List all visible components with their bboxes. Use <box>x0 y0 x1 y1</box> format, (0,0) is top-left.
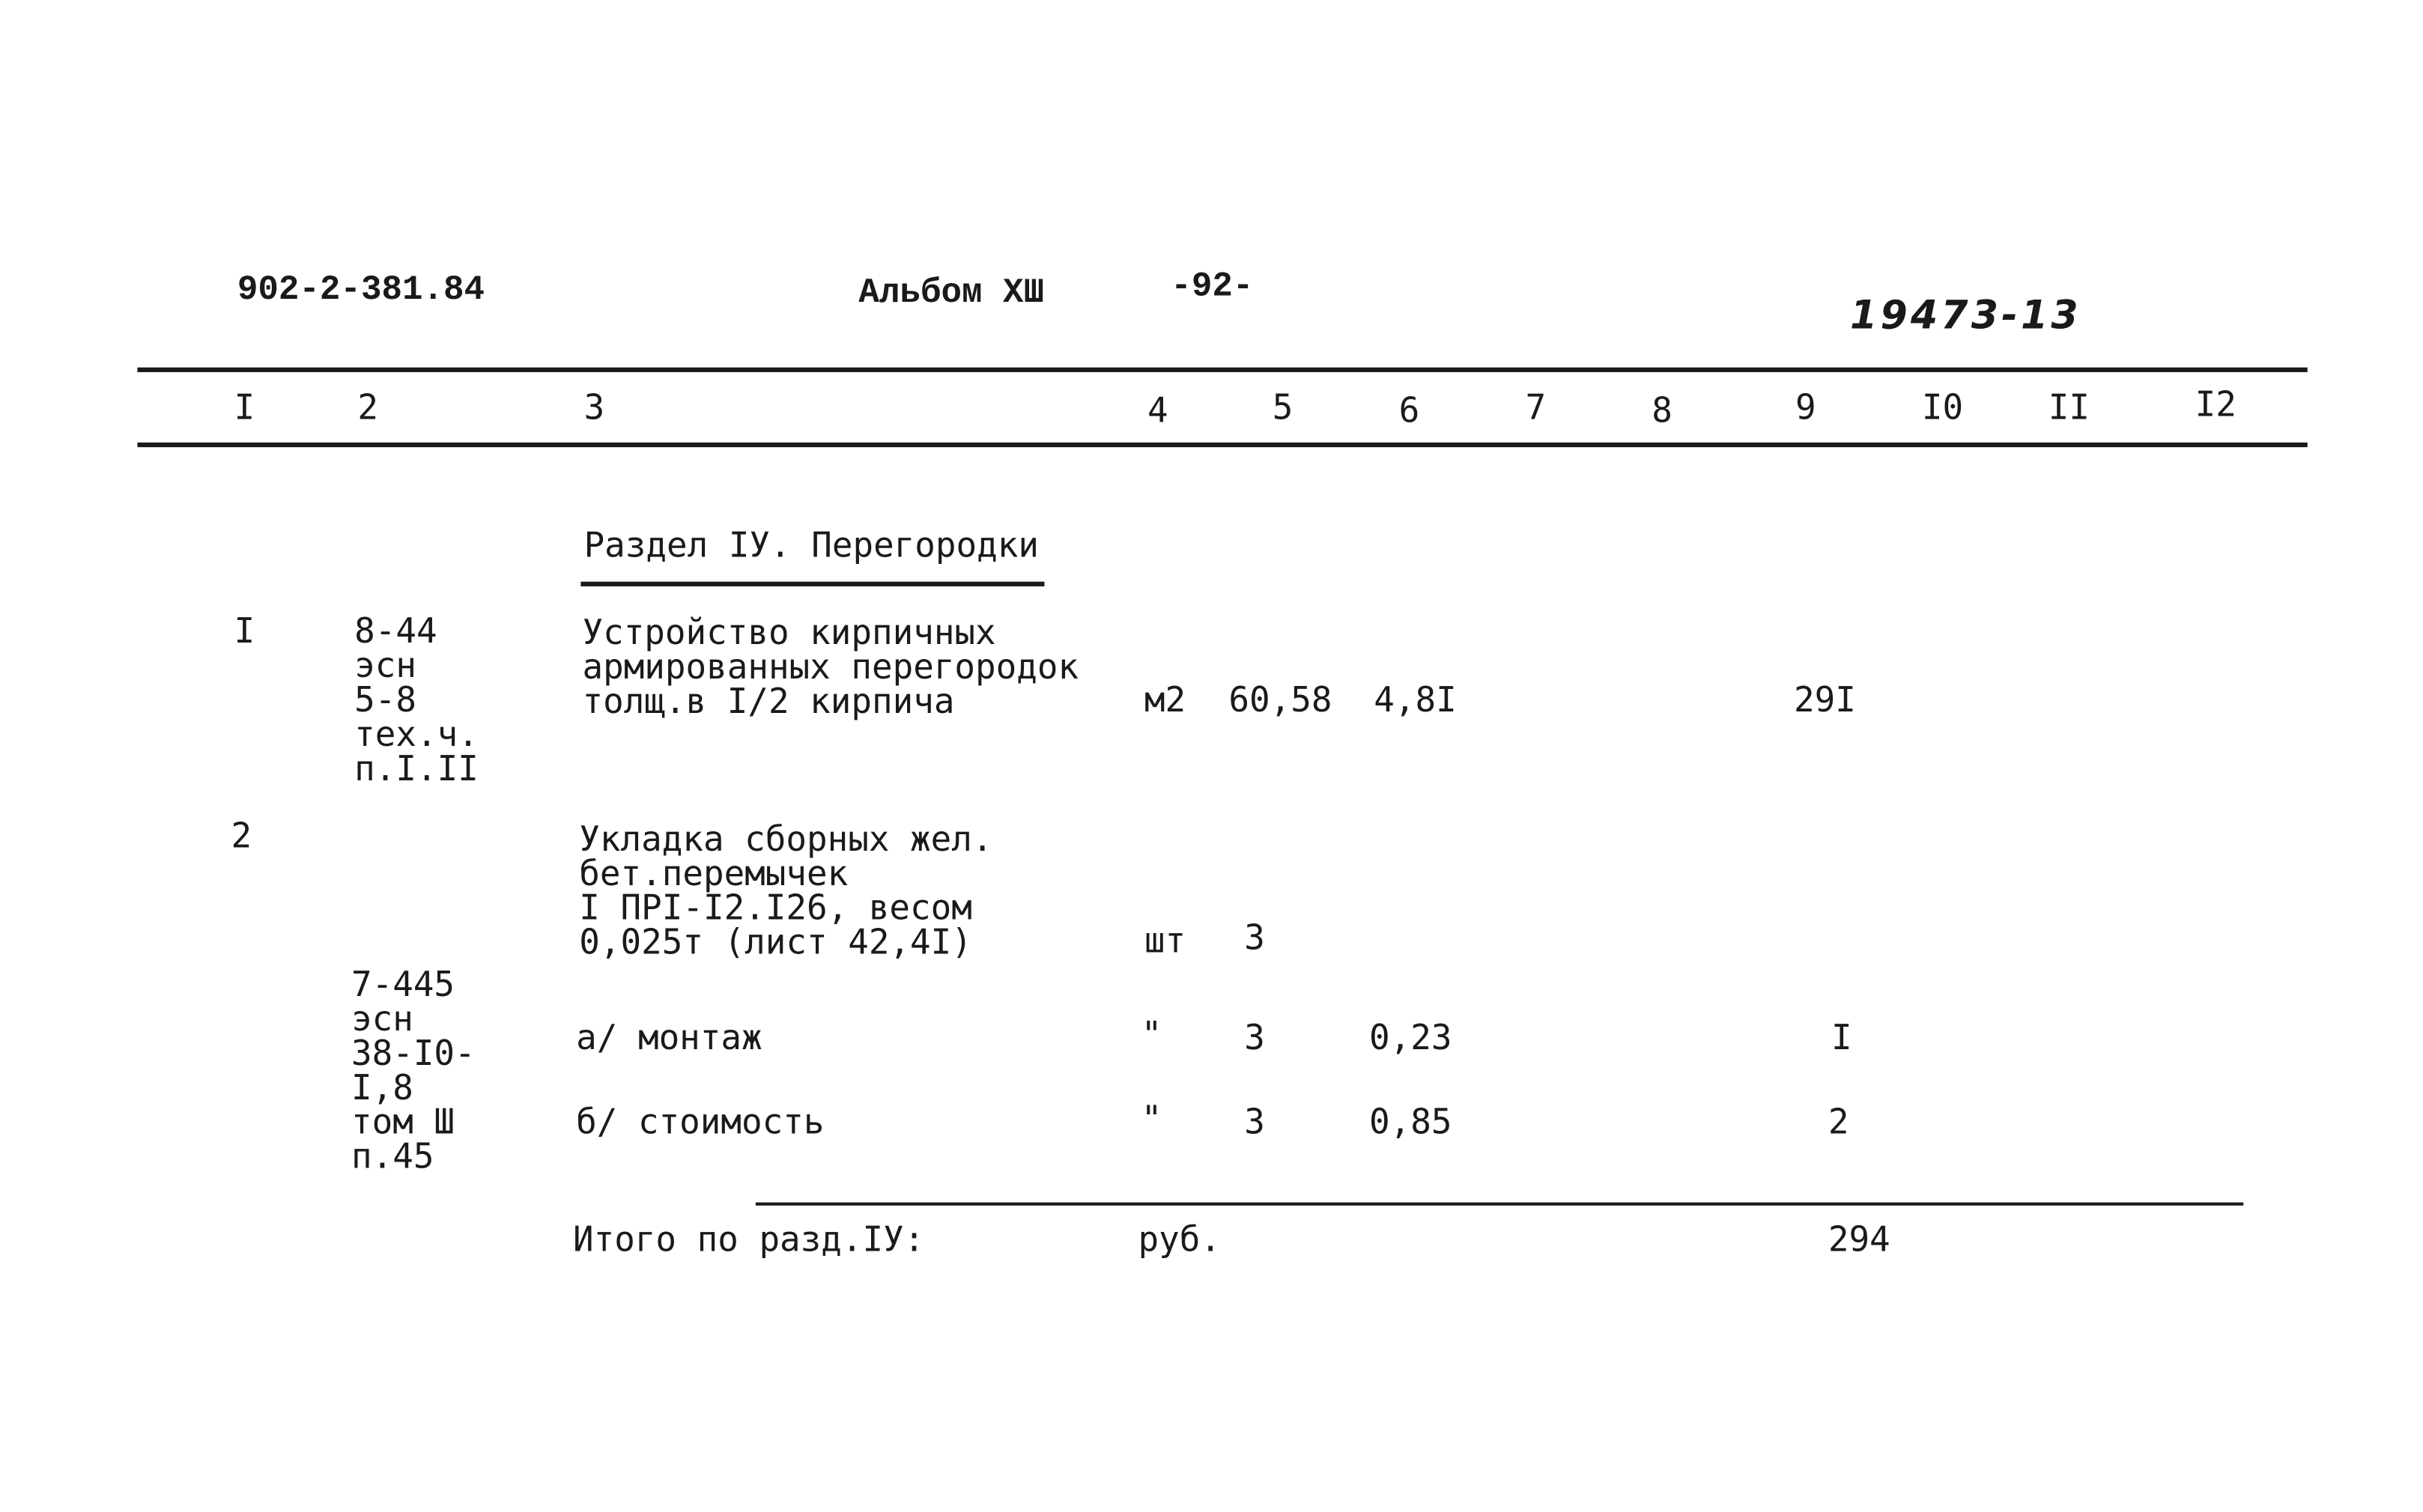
row-1-code-line: 8-44 <box>354 613 437 652</box>
column-header-12: I2 <box>2195 386 2237 425</box>
row-2-unit: шт <box>1144 922 1186 962</box>
row-1-description-line: толщ.в I/2 кирпича <box>582 683 955 723</box>
subitem-a-quantity: 3 <box>1244 1019 1265 1059</box>
subitem-b-description: б/ стоимость <box>576 1104 825 1144</box>
row-2-number: 2 <box>231 817 252 857</box>
section-title-underline <box>580 582 1044 586</box>
header-top-rule <box>137 368 2307 372</box>
row-2-description-line: 0,025т (лист 42,4I) <box>579 923 972 964</box>
column-header-6: 6 <box>1398 392 1420 432</box>
column-header-9: 9 <box>1795 389 1816 429</box>
row-1-description-line: армированных перегородок <box>582 649 1079 688</box>
subitem-b-unit-price: 0,85 <box>1369 1104 1452 1144</box>
summary-unit: руб. <box>1138 1221 1221 1260</box>
row-2-code-line: эсн <box>351 1001 413 1040</box>
column-header-2: 2 <box>357 389 378 429</box>
column-header-3: 3 <box>583 389 605 429</box>
subitem-a-unit: " <box>1141 1016 1162 1056</box>
subitem-b-total: 2 <box>1828 1104 1849 1144</box>
row-2-quantity: 3 <box>1244 919 1265 959</box>
column-header-7: 7 <box>1525 389 1547 429</box>
row-1-code-line: 5-8 <box>354 681 417 721</box>
column-header-11: II <box>2048 389 2090 429</box>
document-code: 902-2-381.84 <box>237 270 485 310</box>
row-2-code-line: 7-445 <box>351 966 455 1006</box>
row-2-description-line: I ПРI-I2.I26, весом <box>579 890 972 929</box>
row-2-code-line: п.45 <box>351 1138 434 1178</box>
subitem-a-description: а/ монтаж <box>576 1019 762 1059</box>
subitem-a-unit-price: 0,23 <box>1369 1019 1452 1059</box>
row-2-code-line: том Ш <box>351 1104 455 1144</box>
album-title: Альбом XШ <box>858 273 1045 313</box>
row-1-unit-price: 4,8I <box>1374 681 1457 721</box>
row-2-description-line: бет.перемычек <box>579 855 849 895</box>
subitem-b-unit: " <box>1141 1100 1162 1141</box>
row-2-description-line: Укладка сборных жел. <box>579 821 993 860</box>
row-1-total: 29I <box>1793 681 1856 721</box>
summary-total: 294 <box>1828 1221 1890 1260</box>
row-1-code-line: тех.ч. <box>354 716 479 756</box>
column-header-1: I <box>234 389 255 429</box>
row-1-code-line: эсн <box>354 647 417 687</box>
subitem-b-quantity: 3 <box>1244 1104 1265 1144</box>
page-number: -92- <box>1171 267 1254 307</box>
row-1-code-line: п.I.II <box>354 750 479 790</box>
row-2-code <box>351 966 476 1178</box>
column-header-8: 8 <box>1652 392 1673 432</box>
column-header-10: I0 <box>1921 389 1964 429</box>
subitem-a-total: I <box>1831 1019 1852 1059</box>
row-1-description-line: Устройство кирпичных <box>582 614 996 654</box>
row-1-quantity: 60,58 <box>1228 681 1332 721</box>
summary-label: Итого по разд.IУ: <box>572 1221 925 1260</box>
column-header-4: 4 <box>1147 392 1168 432</box>
column-header-5: 5 <box>1272 389 1294 429</box>
inventory-number: 19473-13 <box>1850 292 2081 338</box>
row-1-description <box>582 614 1079 723</box>
row-1-unit: м2 <box>1144 681 1186 721</box>
summary-rule <box>756 1203 2243 1206</box>
row-2-description <box>579 821 993 964</box>
row-1-code <box>354 613 479 790</box>
row-2-code-line: 38-I0- <box>351 1035 476 1075</box>
row-2-code-line: I,8 <box>351 1069 413 1109</box>
section-title: Раздел IУ. Перегородки <box>583 526 1039 566</box>
row-1-number: I <box>234 613 255 652</box>
header-bottom-rule <box>137 443 2307 447</box>
